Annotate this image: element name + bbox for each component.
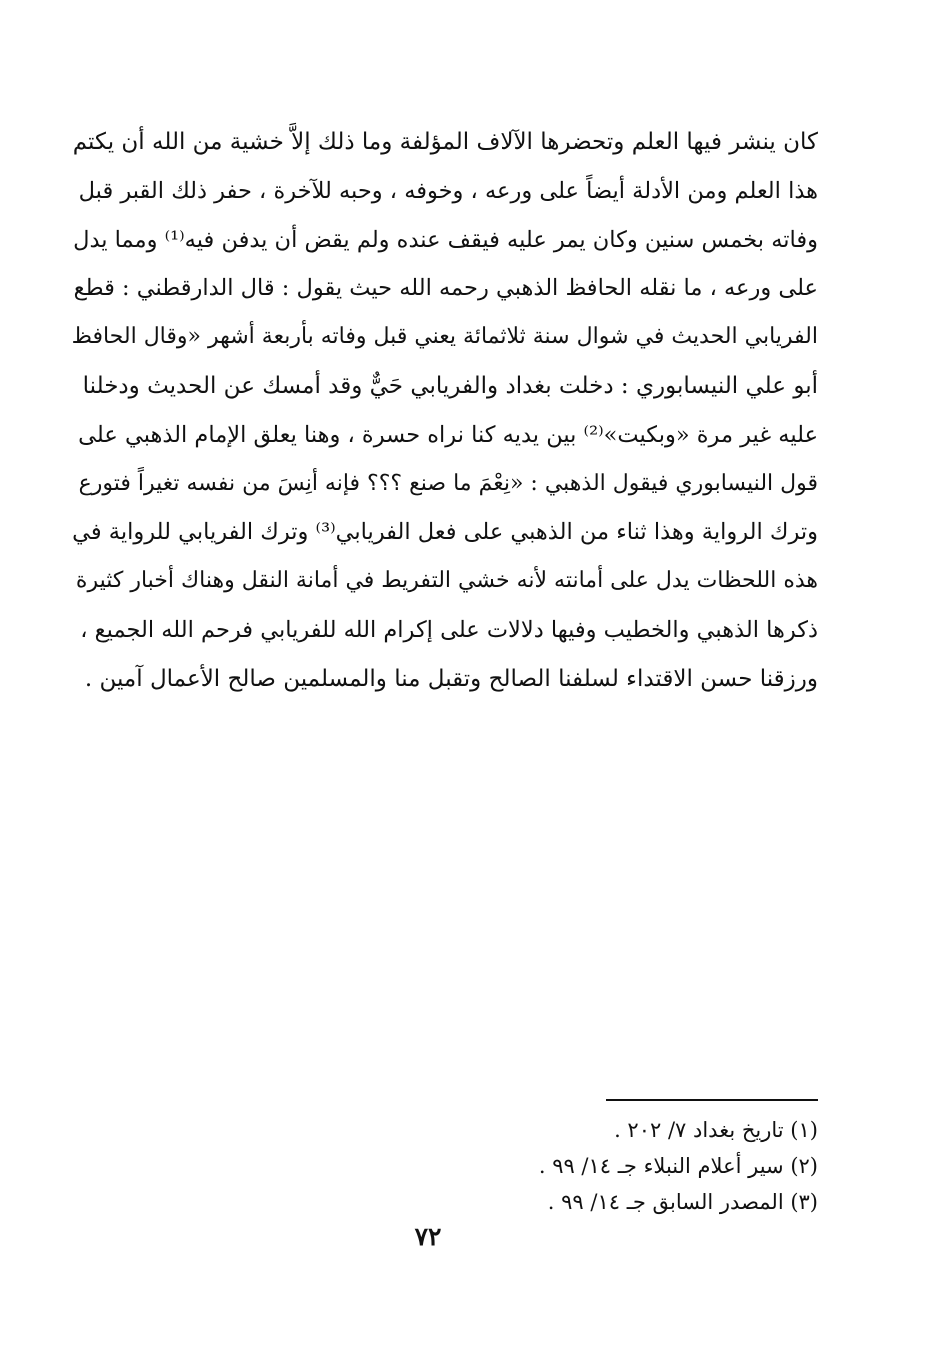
- main-text: [70, 118, 818, 704]
- text-line: الفريابي الحديث في شوال سنة ثلاثمائة يعني قبل وفاته بأربعة أشهر «وقال الحافظ: [71, 324, 818, 350]
- page-number: ٧٢: [414, 1222, 442, 1251]
- text-line: على ورعه ، ما نقله الحافظ الذهبي رحمه الله حيث يقول : قال الدارقطني : قطع: [73, 275, 818, 302]
- footnote-divider: [606, 1099, 818, 1101]
- text-line: ورزقنا حسن الاقتداء لسلفنا الصالح وتقبل منا والمسلمين صالح الأعمال آمين .: [84, 665, 818, 692]
- text-line: وفاته بخمس سنين وكان يمر عليه فيقف عنده ولم يقض أن يدفن فيه⁽¹⁾ ومما يدل: [73, 226, 818, 253]
- text-line: قول النيسابوري فيقول الذهبي : «نِعْمَ ما صنع ؟؟؟ فإنه أنِسَ من نفسه تغيراً فتورع: [78, 470, 818, 496]
- text-line: هذه اللحظات يدل على أمانته لأنه خشي التفريط في أمانة النقل وهناك أخبار كثيرة: [75, 568, 818, 594]
- footnote-1: (١) تاريخ بغداد ٧/ ٢٠٢ .: [614, 1118, 818, 1142]
- text-line: كان ينشر فيها العلم وتحضرها الآلاف المؤلفة وما ذلك إلاَّ خشية من الله أن يكتم: [72, 129, 818, 155]
- text-line: هذا العلم ومن الأدلة أيضاً على ورعه ، وخوفه ، وحبه للآخرة ، حفر ذلك القبر قبل: [78, 177, 818, 204]
- text-line: عليه غير مرة «وبكيت»⁽²⁾ بين يديه كنا نراه حسرة ، وهنا يعلق الإمام الذهبي على: [78, 421, 818, 448]
- footnote-2: (٢) سير أعلام النبلاء جـ ١٤/ ٩٩ .: [538, 1154, 818, 1178]
- footnotes: [300, 1112, 818, 1220]
- text-line: ذكرها الذهبي والخطيب وفيها دلالات على إكرام الله للفريابي فرحم الله الجميع ،: [80, 616, 818, 643]
- text-line: أبو علي النيسابوري : دخلت بغداد والفريابي حَيٌّ وقد أمسك عن الحديث ودخلنا: [82, 372, 818, 399]
- text-line: وترك الرواية وهذا ثناء من الذهبي على فعل الفريابي⁽³⁾ وترك الفريابي للرواية في: [72, 519, 818, 546]
- footnote-3: (٣) المصدر السابق جـ ١٤/ ٩٩ .: [547, 1190, 818, 1214]
